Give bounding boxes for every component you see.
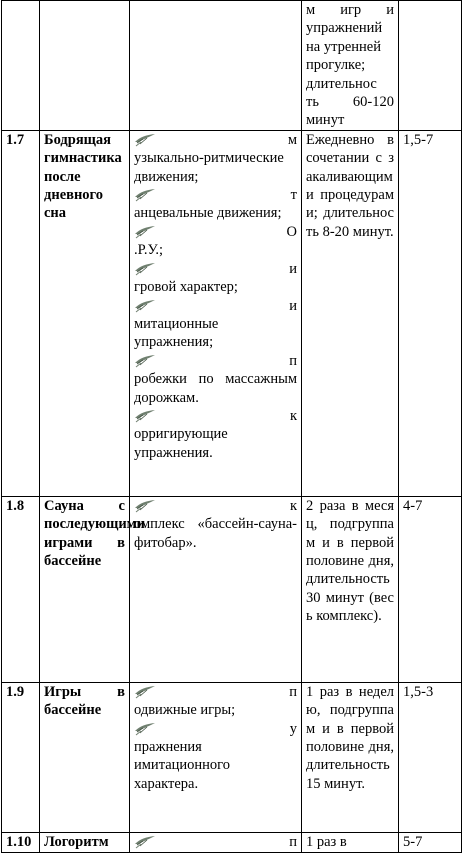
activity-name [40, 1, 130, 131]
item-text: анцевальные движения; [134, 205, 282, 222]
item-first-letter: т [290, 187, 297, 204]
activity-name: Игры в бассейне [40, 682, 130, 832]
row-number [2, 1, 40, 131]
frequency-duration: Ежедневно в сочетании с закаливающими процедурами; длительность 8-20 минут. [302, 130, 399, 496]
item-text: митационные упражнения; [134, 315, 219, 351]
row-number: 1.10 [2, 832, 40, 852]
leaf-bullet-icon [134, 409, 156, 423]
frequency-duration: 1 раз в [302, 832, 399, 852]
item-text: орригирующие упражнения. [134, 426, 228, 461]
activity-content [130, 496, 302, 682]
leaf-bullet-icon [134, 835, 156, 849]
item-first-letter: О [286, 223, 297, 240]
activity-content [130, 832, 302, 852]
age-range [399, 1, 462, 131]
activity-name: Сауна с последующими играми в бассейне [40, 496, 130, 682]
leaf-bullet-icon [134, 262, 156, 276]
item-first-letter: к [289, 407, 297, 424]
frequency-duration: 2 раза в месяц, подгруппам и в первой половине дня, длительность 30 минут (весь комплекс). [302, 496, 399, 682]
table-row [2, 130, 462, 496]
leaf-bullet-icon [134, 299, 156, 313]
item-first-letter: у [289, 720, 297, 737]
frequency-line: м игр и [306, 2, 394, 18]
frequency-duration [302, 1, 399, 131]
list-item [134, 186, 297, 223]
item-text: .Р.У.; [134, 242, 164, 259]
list-item [134, 131, 297, 186]
leaf-bullet-icon [134, 499, 156, 513]
list-item [134, 223, 297, 260]
activities-table [1, 0, 462, 853]
item-text: одвижные игры; [134, 702, 236, 719]
item-text: гровой характер; [134, 279, 238, 296]
item-text: пражнения имитационного характера. [134, 739, 231, 792]
item-text: узыкально-ритмические движения; [134, 150, 284, 185]
age-range: 1,5-3 [399, 682, 462, 832]
activity-content [130, 130, 302, 496]
activity-content [130, 682, 302, 832]
item-first-letter: м [287, 131, 297, 148]
row-number: 1.9 [2, 682, 40, 832]
frequency-line: минут [306, 112, 345, 129]
age-range: 4-7 [399, 496, 462, 682]
item-first-letter: п [289, 352, 297, 369]
leaf-bullet-icon [134, 354, 156, 368]
row-number: 1.7 [2, 130, 40, 496]
list-item [134, 297, 297, 352]
item-first-letter: п [289, 833, 297, 850]
list-item [134, 260, 297, 297]
frequency-line: упражнений [306, 20, 383, 37]
row-number: 1.8 [2, 496, 40, 682]
list-item [134, 720, 297, 794]
list-item [134, 497, 297, 552]
leaf-bullet-icon [134, 188, 156, 202]
item-first-letter: п [289, 683, 297, 700]
activity-name: Логоритм [40, 832, 130, 852]
list-item [134, 407, 297, 462]
frequency-line: ть 60-120 [306, 94, 394, 111]
item-first-letter: и [289, 260, 297, 277]
list-item [134, 352, 297, 407]
list-item [134, 683, 297, 720]
leaf-bullet-icon [134, 685, 156, 699]
table-row [2, 1, 462, 131]
activity-content [130, 1, 302, 131]
age-range: 1,5-7 [399, 130, 462, 496]
leaf-bullet-icon [134, 133, 156, 147]
frequency-line: на утренней [306, 38, 381, 55]
item-text: робежки по массажным дорожкам. [134, 371, 297, 406]
leaf-bullet-icon [134, 722, 156, 736]
table-row [2, 496, 462, 682]
age-range: 5-7 [399, 832, 462, 852]
list-item [134, 833, 297, 851]
item-first-letter: к [289, 497, 297, 514]
table-row [2, 682, 462, 832]
table-row [2, 832, 462, 852]
frequency-line: длительнос [306, 75, 377, 92]
frequency-duration: 1 раз в неделю, подгруппам и в первой половине дня, длительность 15 минут. [302, 682, 399, 832]
item-text: омплекс «бассейн-сауна-фитобар». [134, 516, 297, 551]
frequency-line: прогулке; [306, 57, 366, 74]
activity-name: Бодрящая гимнастика после дневного сна [40, 130, 130, 496]
item-first-letter: и [289, 297, 297, 314]
leaf-bullet-icon [134, 225, 156, 239]
